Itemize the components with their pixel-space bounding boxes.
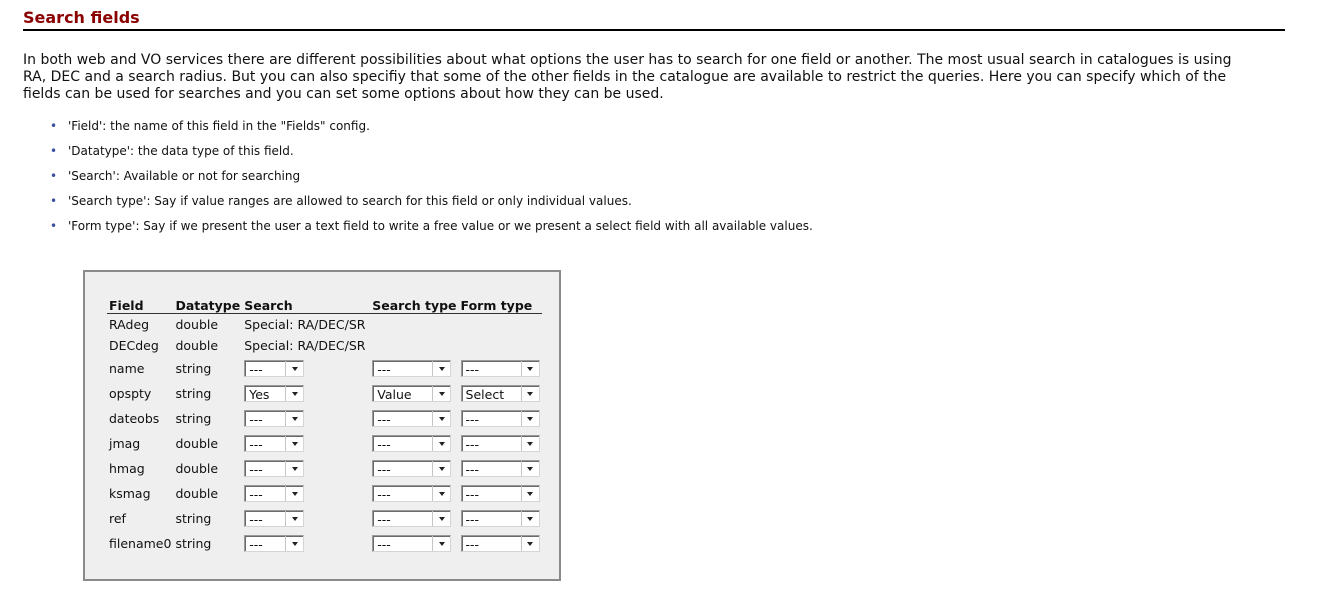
search-select[interactable]	[244, 410, 304, 427]
bullet-icon: •	[50, 219, 58, 233]
search-fields-panel	[83, 270, 561, 581]
search-select[interactable]	[244, 460, 304, 477]
form-type-cell	[459, 406, 542, 431]
table-row	[107, 481, 542, 506]
form-type-select[interactable]	[461, 360, 540, 377]
search-type-value: ---	[377, 437, 391, 452]
form-type-cell	[459, 481, 542, 506]
field-name-cell: ref	[109, 511, 126, 526]
table-row	[107, 406, 542, 431]
search-type-value: ---	[377, 412, 391, 427]
search-select[interactable]	[244, 435, 304, 452]
chevron-down-icon	[521, 511, 539, 526]
search-type-select[interactable]	[372, 385, 451, 402]
search-value: ---	[249, 412, 263, 427]
search-select[interactable]	[244, 485, 304, 502]
list-item: • 'Search': Available or not for searching	[50, 169, 301, 183]
form-type-cell	[459, 531, 542, 556]
search-cell	[242, 381, 370, 406]
list-item: • 'Form type': Say if we present the user a text field to write a free value or we present a select field with all available values.	[50, 219, 813, 233]
field-name-cell: dateobs	[109, 411, 160, 426]
chevron-down-icon	[285, 486, 303, 501]
datatype-cell: double	[175, 461, 219, 476]
search-cell	[242, 406, 370, 431]
form-type-select[interactable]	[461, 535, 540, 552]
search-type-value: ---	[377, 462, 391, 477]
chevron-down-icon	[521, 361, 539, 376]
search-type-value: ---	[377, 487, 391, 502]
form-type-select[interactable]	[461, 510, 540, 527]
search-fields-table	[107, 296, 542, 556]
search-type-select[interactable]	[372, 410, 451, 427]
search-type-select[interactable]	[372, 510, 451, 527]
table-row	[107, 506, 542, 531]
form-type-value: ---	[465, 512, 480, 527]
chevron-down-icon	[521, 386, 539, 401]
form-type-value: ---	[465, 362, 480, 377]
form-type-value: ---	[465, 487, 480, 502]
form-type-value: ---	[465, 537, 480, 552]
search-type-cell	[370, 356, 458, 381]
datatype-cell: string	[175, 386, 212, 401]
search-cell	[242, 481, 370, 506]
field-name-cell: ksmag	[109, 486, 151, 501]
field-notes-list	[0, 118, 813, 243]
search-value: ---	[249, 437, 263, 452]
header-datatype: Datatype	[175, 298, 241, 313]
field-name-cell: name	[109, 361, 145, 376]
search-value: Yes	[249, 387, 270, 402]
search-cell	[242, 431, 370, 456]
search-type-cell	[370, 481, 458, 506]
chevron-down-icon	[432, 436, 450, 451]
search-type-value: Value	[377, 387, 412, 402]
chevron-down-icon	[432, 511, 450, 526]
chevron-down-icon	[521, 411, 539, 426]
form-type-value: ---	[465, 437, 480, 452]
form-type-cell	[459, 456, 542, 481]
field-name-cell: jmag	[109, 436, 141, 451]
field-name-cell: RAdeg	[109, 317, 150, 332]
search-type-value: ---	[377, 537, 391, 552]
chevron-down-icon	[432, 411, 450, 426]
search-value: ---	[249, 487, 263, 502]
chevron-down-icon	[432, 461, 450, 476]
table-row	[107, 456, 542, 481]
search-cell	[242, 531, 370, 556]
search-type-cell	[370, 456, 458, 481]
search-type-cell	[370, 506, 458, 531]
search-cell	[242, 456, 370, 481]
list-item: • 'Datatype': the data type of this field.	[50, 144, 294, 158]
form-type-value: Select	[465, 387, 505, 402]
chevron-down-icon	[285, 436, 303, 451]
search-value: ---	[249, 462, 263, 477]
search-cell	[242, 506, 370, 531]
header-form-type: Form type	[459, 296, 542, 314]
header-search: Search	[242, 296, 370, 314]
form-type-select[interactable]	[461, 485, 540, 502]
form-type-select[interactable]	[461, 435, 540, 452]
search-select[interactable]	[244, 510, 304, 527]
bullet-icon: •	[50, 169, 58, 183]
form-type-select[interactable]	[461, 385, 540, 402]
form-type-cell	[459, 381, 542, 406]
chevron-down-icon	[285, 386, 303, 401]
search-select[interactable]	[244, 360, 304, 377]
chevron-down-icon	[521, 536, 539, 551]
form-type-cell	[459, 431, 542, 456]
intro-paragraph: In both web and VO services there are different possibilities about what options the user has to search for one field or another. The most usual search in catalogues is using RA, DEC and a search radius. But you can also specifiy that some of the other fields in the catalogue are available to restrict the queries. Here you can specify which of the fields can be used for searches and you can set some options about how they can be used.	[23, 52, 1232, 102]
search-type-value: ---	[377, 512, 391, 527]
search-value: ---	[249, 537, 263, 552]
list-item: • 'Search type': Say if value ranges are allowed to search for this field or only individual values.	[50, 194, 632, 208]
table-row	[107, 335, 542, 356]
search-type-select[interactable]	[372, 485, 451, 502]
chevron-down-icon	[285, 361, 303, 376]
form-type-cell	[459, 506, 542, 531]
datatype-cell: string	[175, 361, 212, 376]
table-row	[107, 431, 542, 456]
bullet-icon: •	[50, 119, 58, 133]
chevron-down-icon	[285, 411, 303, 426]
form-type-value: ---	[465, 462, 480, 477]
chevron-down-icon	[285, 461, 303, 476]
search-type-cell	[370, 381, 458, 406]
form-type-select[interactable]	[461, 410, 540, 427]
search-select[interactable]	[244, 385, 304, 402]
datatype-cell: string	[175, 536, 212, 551]
table-row	[107, 531, 542, 556]
bullet-icon: •	[50, 144, 58, 158]
chevron-down-icon	[432, 536, 450, 551]
search-type-cell	[370, 531, 458, 556]
chevron-down-icon	[521, 486, 539, 501]
field-name-cell: hmag	[109, 461, 145, 476]
search-type-select[interactable]	[372, 535, 451, 552]
search-value: ---	[249, 512, 263, 527]
chevron-down-icon	[432, 361, 450, 376]
special-search-cell: Special: RA/DEC/SR	[244, 317, 366, 332]
list-item: • 'Field': the name of this field in the "Fields" config.	[50, 119, 370, 133]
search-type-value: ---	[377, 362, 391, 377]
chevron-down-icon	[285, 511, 303, 526]
datatype-cell: string	[175, 411, 212, 426]
table-row	[107, 356, 542, 381]
search-cell	[242, 356, 370, 381]
search-type-cell	[370, 431, 458, 456]
search-type-select[interactable]	[372, 460, 451, 477]
header-search-type: Search type	[372, 298, 457, 313]
search-type-cell	[370, 406, 458, 431]
form-type-select[interactable]	[461, 460, 540, 477]
chevron-down-icon	[521, 461, 539, 476]
special-search-cell: Special: RA/DEC/SR	[244, 338, 366, 353]
bullet-icon: •	[50, 194, 58, 208]
field-name-cell: DECdeg	[109, 338, 159, 353]
page-title: Search fields	[23, 8, 140, 27]
section-heading	[23, 8, 1285, 31]
chevron-down-icon	[521, 436, 539, 451]
search-type-select[interactable]	[372, 360, 451, 377]
search-value: ---	[249, 362, 263, 377]
form-type-value: ---	[465, 412, 480, 427]
table-row	[107, 314, 542, 336]
datatype-cell: double	[175, 436, 219, 451]
search-type-select[interactable]	[372, 435, 451, 452]
chevron-down-icon	[432, 386, 450, 401]
field-name-cell: filename0	[109, 536, 172, 551]
datatype-cell: double	[175, 317, 219, 332]
field-name-cell: opspty	[109, 386, 152, 401]
form-type-cell	[459, 356, 542, 381]
chevron-down-icon	[285, 536, 303, 551]
datatype-cell: string	[175, 511, 212, 526]
chevron-down-icon	[432, 486, 450, 501]
header-field: Field	[107, 296, 173, 314]
datatype-cell: double	[175, 486, 219, 501]
table-row	[107, 381, 542, 406]
datatype-cell: double	[175, 338, 219, 353]
search-select[interactable]	[244, 535, 304, 552]
